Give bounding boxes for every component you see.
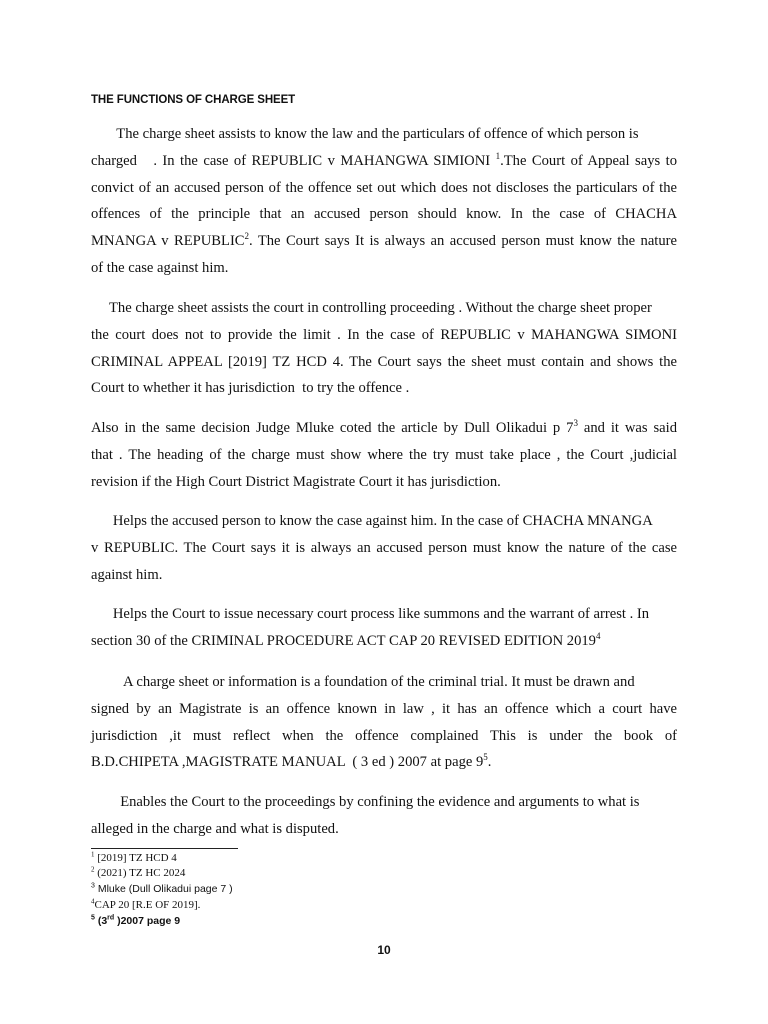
paragraph-line: charged . In the case of REPUBLIC v MAHANGWA SIMIONI $^1$.The Court of Appeal says to xyxy=(91,150,677,169)
paragraph-line: Also in the same decision Judge Mluke coted the article by Dull Olikadui p $7^3$ and it was said xyxy=(91,418,677,436)
footnote-ref: 2 xyxy=(244,231,250,242)
footnote-ref: 3 xyxy=(573,418,578,429)
paragraph-4 xyxy=(91,508,677,588)
paragraph-line: B.D.CHIPETA ,MAGISTRATE MANUAL ( 3 ed ) 2007 at page $9^5$. xyxy=(91,752,492,771)
paragraph-line: the court does not to provide the limit . In the case of REPUBLIC v MAHANGWA SIMONI xyxy=(91,326,677,343)
paragraph-line: revision if the High Court District Magistrate Court it has jurisdiction. xyxy=(91,473,501,490)
paragraph-6 xyxy=(91,669,677,776)
paragraph-7 xyxy=(91,789,677,843)
paragraph-3 xyxy=(91,415,677,495)
paragraph-line: alleged in the charge and what is disputed. xyxy=(91,820,339,837)
paragraph-line: section 30 of the CRIMINAL PROCEDURE ACT CAP 20 REVISED EDITION 2019$^4$ xyxy=(91,630,601,649)
paragraph-line: against him. xyxy=(91,566,163,583)
paragraph-line: The charge sheet assists to know the law and the particulars of offence of which person is xyxy=(91,126,639,142)
footnote-ref: 1 xyxy=(495,150,501,161)
footnote-4: $^4$CAP 20 [R.E OF 2019]. xyxy=(91,897,201,911)
footnote-1: $^1$ [2019] TZ HCD 4 xyxy=(91,850,177,864)
footnote-separator xyxy=(91,848,238,849)
paragraph-line: convict of an accused person of the offence set out which does not discloses the particulars of the xyxy=(91,179,677,196)
paragraph-line: A charge sheet or information is a foundation of the criminal trial. It must be drawn and xyxy=(91,674,635,690)
paragraph-line: that . The heading of the charge must show where the try must take place , the Court ,judicial xyxy=(91,446,677,463)
paragraph-line: CRIMINAL APPEAL [2019] TZ HCD 4. The Court says the sheet must contain and shows the xyxy=(91,353,677,370)
paragraph-line: signed by an Magistrate is an offence known in law , it has an offence which a court have xyxy=(91,700,677,717)
paragraph-line: The charge sheet assists the court in controlling proceeding . Without the charge sheet proper xyxy=(91,300,652,316)
paragraph-line: Enables the Court to the proceedings by confining the evidence and arguments to what is xyxy=(91,794,640,810)
footnote-5: $^5$ (3rd )2007 page 9 xyxy=(91,914,181,927)
section-heading: THE FUNCTIONS OF CHARGE SHEET xyxy=(91,94,296,106)
paragraph-line: Court to whether it has jurisdiction to try the offence . xyxy=(91,380,410,397)
paragraph-1 xyxy=(91,121,677,282)
paragraph-line: jurisdiction ,it must reflect when the offence complained This is under the book of xyxy=(91,727,677,744)
paragraph-line: Helps the Court to issue necessary court process like summons and the warrant of arrest . In xyxy=(91,606,650,622)
paragraph-line: of the case against him. xyxy=(91,259,229,276)
paragraph-2 xyxy=(91,295,677,402)
paragraph-line: offences of the principle that an accused person should know. In the case of CHACHA xyxy=(91,206,677,223)
paragraph-5 xyxy=(91,601,677,655)
footnote-3: $^3$ Mluke (Dull Olikadui page 7 ) xyxy=(91,882,233,895)
paragraph-line: v REPUBLIC. The Court says it is always an accused person must know the nature of the case xyxy=(91,539,677,556)
footnote-ref: 5 xyxy=(483,752,488,763)
paragraph-line: MNANGA v REPUBLIC$^2$. The Court says It is always an accused person must know the nature xyxy=(91,231,677,250)
paragraph-line: Helps the accused person to know the case against him. In the case of CHACHA MNANGA xyxy=(91,513,653,529)
page-number: 10 xyxy=(377,943,391,957)
footnote-ref: 4 xyxy=(595,630,601,641)
footnote-2: $^2$ (2021) TZ HC 2024 xyxy=(91,865,186,879)
